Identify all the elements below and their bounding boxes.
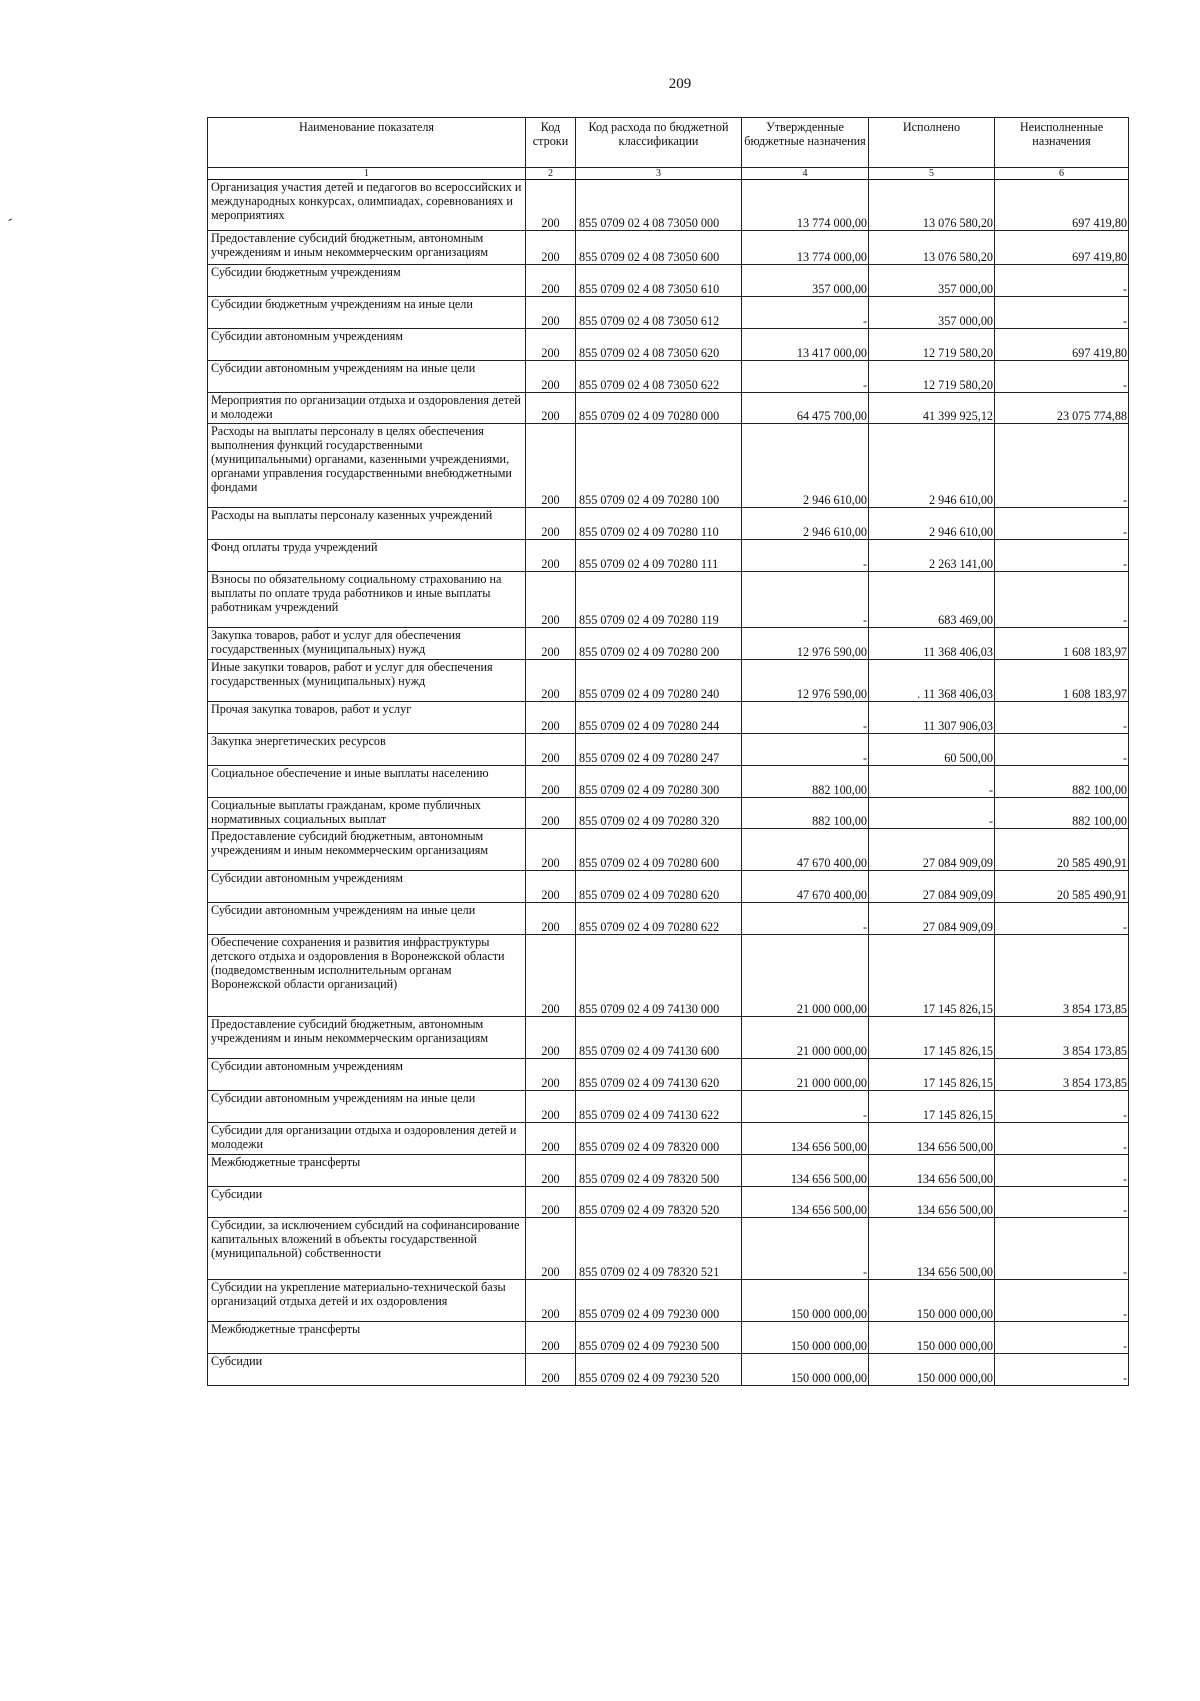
- table-row: [208, 660, 1129, 702]
- header-row: [208, 118, 1129, 168]
- row-unexecuted: 882 100,00: [995, 766, 1129, 798]
- row-approved: 21 000 000,00: [742, 1017, 869, 1059]
- table-row: [208, 1059, 1129, 1091]
- row-executed: 683 469,00: [869, 572, 995, 628]
- row-unexecuted: -: [995, 1187, 1129, 1218]
- row-unexecuted: 23 075 774,88: [995, 393, 1129, 424]
- row-approved: -: [742, 1091, 869, 1123]
- row-budget-code: 855 0709 02 4 09 70280 110: [576, 508, 742, 540]
- row-approved: 150 000 000,00: [742, 1280, 869, 1322]
- row-approved: 13 417 000,00: [742, 329, 869, 361]
- row-approved: 150 000 000,00: [742, 1354, 869, 1386]
- row-budget-code: 855 0709 02 4 09 70280 000: [576, 393, 742, 424]
- row-budget-code: 855 0709 02 4 09 70280 244: [576, 702, 742, 734]
- table-row: [208, 297, 1129, 329]
- row-executed: 134 656 500,00: [869, 1123, 995, 1155]
- row-executed: 11 307 906,03: [869, 702, 995, 734]
- row-approved: 134 656 500,00: [742, 1187, 869, 1218]
- row-line-code: 200: [526, 702, 576, 734]
- row-executed: 17 145 826,15: [869, 935, 995, 1017]
- row-unexecuted: 3 854 173,85: [995, 1017, 1129, 1059]
- row-budget-code: 855 0709 02 4 09 78320 000: [576, 1123, 742, 1155]
- row-unexecuted: 3 854 173,85: [995, 935, 1129, 1017]
- table-row: [208, 424, 1129, 508]
- table-row: [208, 1354, 1129, 1386]
- row-budget-code: 855 0709 02 4 09 78320 521: [576, 1218, 742, 1280]
- table-row: [208, 871, 1129, 903]
- row-unexecuted: 20 585 490,91: [995, 871, 1129, 903]
- column-number: 3: [576, 168, 742, 180]
- row-budget-code: 855 0709 02 4 08 73050 612: [576, 297, 742, 329]
- table-row: [208, 734, 1129, 766]
- row-executed: 357 000,00: [869, 297, 995, 329]
- row-budget-code: 855 0709 02 4 09 70280 320: [576, 798, 742, 829]
- row-executed: -: [869, 798, 995, 829]
- row-name: Предоставление субсидий бюджетным, автономным учреждениям и иным некоммерческим организациям: [208, 1017, 526, 1059]
- row-approved: 2 946 610,00: [742, 508, 869, 540]
- row-line-code: 200: [526, 231, 576, 265]
- row-name: Мероприятия по организации отдыха и оздоровления детей и молодежи: [208, 393, 526, 424]
- row-executed: 60 500,00: [869, 734, 995, 766]
- table-row: [208, 393, 1129, 424]
- row-budget-code: 855 0709 02 4 08 73050 610: [576, 265, 742, 297]
- row-budget-code: 855 0709 02 4 09 79230 500: [576, 1322, 742, 1354]
- row-line-code: 200: [526, 871, 576, 903]
- table-row: [208, 829, 1129, 871]
- row-name: Расходы на выплаты персоналу казенных учреждений: [208, 508, 526, 540]
- row-budget-code: 855 0709 02 4 08 73050 622: [576, 361, 742, 393]
- row-line-code: 200: [526, 1091, 576, 1123]
- row-budget-code: 855 0709 02 4 09 70280 100: [576, 424, 742, 508]
- row-line-code: 200: [526, 628, 576, 660]
- row-executed: 17 145 826,15: [869, 1091, 995, 1123]
- row-line-code: 200: [526, 1017, 576, 1059]
- row-name: Расходы на выплаты персоналу в целях обеспечения выполнения функций государственными (муниципальными) органами, казенными учреждениями, органами управления государственными внебюджетными фондами: [208, 424, 526, 508]
- header-approved: Утвержденные бюджетные назначения: [742, 118, 869, 168]
- row-budget-code: 855 0709 02 4 09 70280 620: [576, 871, 742, 903]
- row-approved: -: [742, 297, 869, 329]
- row-line-code: 200: [526, 1187, 576, 1218]
- row-executed: 134 656 500,00: [869, 1155, 995, 1187]
- header-executed: Исполнено: [869, 118, 995, 168]
- row-unexecuted: -: [995, 903, 1129, 935]
- row-unexecuted: 697 419,80: [995, 329, 1129, 361]
- row-budget-code: 855 0709 02 4 09 70280 622: [576, 903, 742, 935]
- row-name: Субсидии автономным учреждениям на иные цели: [208, 903, 526, 935]
- row-executed: 27 084 909,09: [869, 903, 995, 935]
- budget-execution-table: [207, 117, 1129, 1386]
- row-line-code: 200: [526, 424, 576, 508]
- row-name: Прочая закупка товаров, работ и услуг: [208, 702, 526, 734]
- table-row: [208, 1280, 1129, 1322]
- row-unexecuted: 1 608 183,97: [995, 660, 1129, 702]
- row-executed: 27 084 909,09: [869, 871, 995, 903]
- row-name: Субсидии бюджетным учреждениям: [208, 265, 526, 297]
- page-number: 209: [668, 76, 692, 92]
- row-executed: 17 145 826,15: [869, 1059, 995, 1091]
- row-executed: 27 084 909,09: [869, 829, 995, 871]
- row-approved: 12 976 590,00: [742, 628, 869, 660]
- row-approved: -: [742, 572, 869, 628]
- table-row: [208, 903, 1129, 935]
- row-approved: 64 475 700,00: [742, 393, 869, 424]
- row-unexecuted: -: [995, 1280, 1129, 1322]
- row-approved: -: [742, 540, 869, 572]
- row-unexecuted: -: [995, 424, 1129, 508]
- row-name: Предоставление субсидий бюджетным, автономным учреждениям и иным некоммерческим организациям: [208, 231, 526, 265]
- row-executed: -: [869, 766, 995, 798]
- table-row: [208, 572, 1129, 628]
- row-name: Организация участия детей и педагогов во всероссийских и международных конкурсах, олимпиадах, соревнованиях и мероприятиях: [208, 180, 526, 231]
- column-number: 1: [208, 168, 526, 180]
- table-row: [208, 1091, 1129, 1123]
- row-line-code: 200: [526, 572, 576, 628]
- stray-mark: -: [4, 211, 16, 228]
- row-line-code: 200: [526, 1354, 576, 1386]
- header-line-code: Код строки: [526, 118, 576, 168]
- table-row: [208, 1017, 1129, 1059]
- row-executed: 2 263 141,00: [869, 540, 995, 572]
- column-number: 5: [869, 168, 995, 180]
- table-row: [208, 1187, 1129, 1218]
- column-number: 2: [526, 168, 576, 180]
- row-unexecuted: -: [995, 1091, 1129, 1123]
- row-executed: 134 656 500,00: [869, 1218, 995, 1280]
- table-row: [208, 361, 1129, 393]
- row-unexecuted: -: [995, 734, 1129, 766]
- row-budget-code: 855 0709 02 4 09 70280 600: [576, 829, 742, 871]
- column-number-row: [208, 168, 1129, 180]
- row-name: Закупка товаров, работ и услуг для обеспечения государственных (муниципальных) нужд: [208, 628, 526, 660]
- row-line-code: 200: [526, 829, 576, 871]
- table-row: [208, 180, 1129, 231]
- row-executed: 17 145 826,15: [869, 1017, 995, 1059]
- row-approved: -: [742, 361, 869, 393]
- row-name: Социальные выплаты гражданам, кроме публичных нормативных социальных выплат: [208, 798, 526, 829]
- row-unexecuted: 20 585 490,91: [995, 829, 1129, 871]
- row-budget-code: 855 0709 02 4 09 74130 000: [576, 935, 742, 1017]
- row-budget-code: 855 0709 02 4 09 74130 622: [576, 1091, 742, 1123]
- row-name: Межбюджетные трансферты: [208, 1155, 526, 1187]
- table-row: [208, 798, 1129, 829]
- row-line-code: 200: [526, 180, 576, 231]
- row-unexecuted: -: [995, 1218, 1129, 1280]
- row-unexecuted: -: [995, 297, 1129, 329]
- row-unexecuted: 697 419,80: [995, 231, 1129, 265]
- row-line-code: 200: [526, 265, 576, 297]
- row-line-code: 200: [526, 393, 576, 424]
- table-row: [208, 935, 1129, 1017]
- row-line-code: 200: [526, 329, 576, 361]
- row-unexecuted: -: [995, 508, 1129, 540]
- table-row: [208, 265, 1129, 297]
- row-name: Субсидии автономным учреждениям: [208, 871, 526, 903]
- row-executed: . 11 368 406,03: [869, 660, 995, 702]
- row-name: Обеспечение сохранения и развития инфраструктуры детского отдыха и оздоровления в Воронежской области (подведомственным исполнительным органам Воронежской области организаций): [208, 935, 526, 1017]
- row-unexecuted: 697 419,80: [995, 180, 1129, 231]
- row-executed: 11 368 406,03: [869, 628, 995, 660]
- row-executed: 150 000 000,00: [869, 1354, 995, 1386]
- row-name: Социальное обеспечение и иные выплаты населению: [208, 766, 526, 798]
- row-approved: -: [742, 702, 869, 734]
- row-line-code: 200: [526, 798, 576, 829]
- row-approved: 134 656 500,00: [742, 1155, 869, 1187]
- row-unexecuted: -: [995, 1155, 1129, 1187]
- row-unexecuted: 1 608 183,97: [995, 628, 1129, 660]
- row-line-code: 200: [526, 1218, 576, 1280]
- row-unexecuted: -: [995, 1123, 1129, 1155]
- row-approved: 47 670 400,00: [742, 829, 869, 871]
- row-line-code: 200: [526, 734, 576, 766]
- row-executed: 150 000 000,00: [869, 1280, 995, 1322]
- table-row: [208, 1322, 1129, 1354]
- row-budget-code: 855 0709 02 4 09 70280 300: [576, 766, 742, 798]
- row-approved: 13 774 000,00: [742, 180, 869, 231]
- row-unexecuted: -: [995, 265, 1129, 297]
- row-name: Субсидии: [208, 1187, 526, 1218]
- row-budget-code: 855 0709 02 4 09 74130 620: [576, 1059, 742, 1091]
- row-name: Взносы по обязательному социальному страхованию на выплаты по оплате труда работников и иные выплаты работникам учреждений: [208, 572, 526, 628]
- row-executed: 13 076 580,20: [869, 180, 995, 231]
- row-line-code: 200: [526, 935, 576, 1017]
- row-line-code: 200: [526, 903, 576, 935]
- row-line-code: 200: [526, 1155, 576, 1187]
- column-number: 4: [742, 168, 869, 180]
- table-row: [208, 702, 1129, 734]
- row-budget-code: 855 0709 02 4 09 79230 000: [576, 1280, 742, 1322]
- row-unexecuted: 882 100,00: [995, 798, 1129, 829]
- row-approved: 2 946 610,00: [742, 424, 869, 508]
- row-line-code: 200: [526, 660, 576, 702]
- row-budget-code: 855 0709 02 4 09 74130 600: [576, 1017, 742, 1059]
- row-budget-code: 855 0709 02 4 08 73050 000: [576, 180, 742, 231]
- row-name: Субсидии автономным учреждениям: [208, 329, 526, 361]
- row-approved: -: [742, 734, 869, 766]
- header-budget-code: Код расхода по бюджетной классификации: [576, 118, 742, 168]
- row-approved: 150 000 000,00: [742, 1322, 869, 1354]
- row-unexecuted: -: [995, 361, 1129, 393]
- row-executed: 41 399 925,12: [869, 393, 995, 424]
- row-unexecuted: -: [995, 702, 1129, 734]
- table-row: [208, 766, 1129, 798]
- row-name: Предоставление субсидий бюджетным, автономным учреждениям и иным некоммерческим организациям: [208, 829, 526, 871]
- table-row: [208, 329, 1129, 361]
- row-executed: 12 719 580,20: [869, 329, 995, 361]
- row-line-code: 200: [526, 361, 576, 393]
- table-body: [208, 180, 1129, 1386]
- row-budget-code: 855 0709 02 4 09 78320 500: [576, 1155, 742, 1187]
- table-row: [208, 508, 1129, 540]
- row-budget-code: 855 0709 02 4 09 70280 200: [576, 628, 742, 660]
- row-executed: 2 946 610,00: [869, 508, 995, 540]
- row-executed: 357 000,00: [869, 265, 995, 297]
- row-line-code: 200: [526, 508, 576, 540]
- row-name: Субсидии: [208, 1354, 526, 1386]
- row-unexecuted: -: [995, 572, 1129, 628]
- header-indicator-name: Наименование показателя: [208, 118, 526, 168]
- row-executed: 134 656 500,00: [869, 1187, 995, 1218]
- row-line-code: 200: [526, 766, 576, 798]
- table-row: [208, 1123, 1129, 1155]
- row-executed: 13 076 580,20: [869, 231, 995, 265]
- row-name: Субсидии на укрепление материально-технической базы организаций отдыха детей и их оздоровления: [208, 1280, 526, 1322]
- row-executed: 150 000 000,00: [869, 1322, 995, 1354]
- row-approved: 21 000 000,00: [742, 1059, 869, 1091]
- table-row: [208, 540, 1129, 572]
- row-line-code: 200: [526, 540, 576, 572]
- row-unexecuted: -: [995, 540, 1129, 572]
- row-name: Закупка энергетических ресурсов: [208, 734, 526, 766]
- row-approved: 134 656 500,00: [742, 1123, 869, 1155]
- row-name: Фонд оплаты труда учреждений: [208, 540, 526, 572]
- row-name: Иные закупки товаров, работ и услуг для обеспечения государственных (муниципальных) нужд: [208, 660, 526, 702]
- row-budget-code: 855 0709 02 4 09 70280 240: [576, 660, 742, 702]
- row-name: Субсидии бюджетным учреждениям на иные цели: [208, 297, 526, 329]
- row-budget-code: 855 0709 02 4 09 78320 520: [576, 1187, 742, 1218]
- table-row: [208, 1155, 1129, 1187]
- row-line-code: 200: [526, 1280, 576, 1322]
- header-unexecuted: Неисполненные назначения: [995, 118, 1129, 168]
- row-name: Межбюджетные трансферты: [208, 1322, 526, 1354]
- row-approved: 882 100,00: [742, 798, 869, 829]
- row-approved: 21 000 000,00: [742, 935, 869, 1017]
- row-line-code: 200: [526, 1322, 576, 1354]
- row-approved: -: [742, 903, 869, 935]
- row-budget-code: 855 0709 02 4 08 73050 600: [576, 231, 742, 265]
- row-name: Субсидии для организации отдыха и оздоровления детей и молодежи: [208, 1123, 526, 1155]
- row-budget-code: 855 0709 02 4 09 70280 247: [576, 734, 742, 766]
- row-line-code: 200: [526, 1123, 576, 1155]
- row-unexecuted: -: [995, 1354, 1129, 1386]
- row-approved: 357 000,00: [742, 265, 869, 297]
- row-executed: 12 719 580,20: [869, 361, 995, 393]
- row-unexecuted: 3 854 173,85: [995, 1059, 1129, 1091]
- column-number: 6: [995, 168, 1129, 180]
- row-budget-code: 855 0709 02 4 09 70280 111: [576, 540, 742, 572]
- row-name: Субсидии автономным учреждениям на иные цели: [208, 1091, 526, 1123]
- row-budget-code: 855 0709 02 4 09 79230 520: [576, 1354, 742, 1386]
- row-name: Субсидии автономным учреждениям на иные цели: [208, 361, 526, 393]
- row-line-code: 200: [526, 297, 576, 329]
- row-budget-code: 855 0709 02 4 09 70280 119: [576, 572, 742, 628]
- row-approved: 882 100,00: [742, 766, 869, 798]
- row-approved: 13 774 000,00: [742, 231, 869, 265]
- row-unexecuted: -: [995, 1322, 1129, 1354]
- table-row: [208, 628, 1129, 660]
- row-approved: 12 976 590,00: [742, 660, 869, 702]
- table-row: [208, 231, 1129, 265]
- row-executed: 2 946 610,00: [869, 424, 995, 508]
- table-row: [208, 1218, 1129, 1280]
- row-approved: 47 670 400,00: [742, 871, 869, 903]
- row-name: Субсидии, за исключением субсидий на софинансирование капитальных вложений в объекты государственной (муниципальной) собственности: [208, 1218, 526, 1280]
- row-name: Субсидии автономным учреждениям: [208, 1059, 526, 1091]
- row-budget-code: 855 0709 02 4 08 73050 620: [576, 329, 742, 361]
- row-approved: -: [742, 1218, 869, 1280]
- row-line-code: 200: [526, 1059, 576, 1091]
